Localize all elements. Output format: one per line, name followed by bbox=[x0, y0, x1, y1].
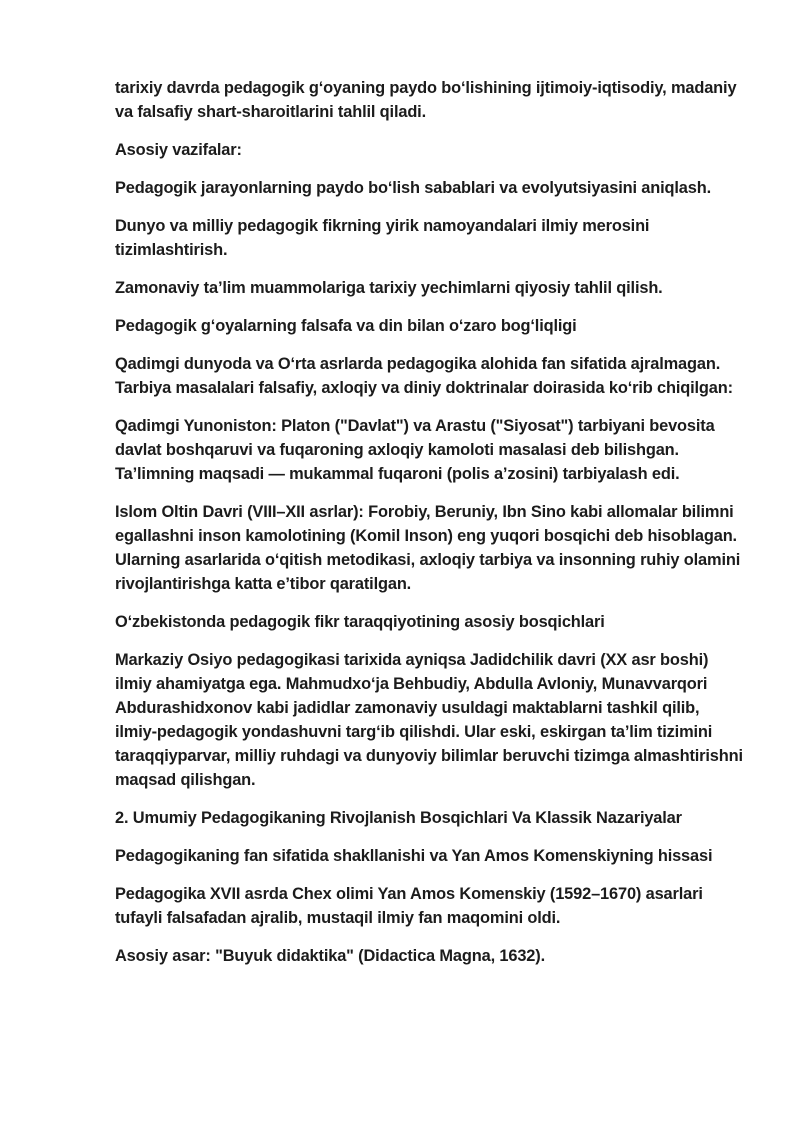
jadid-period-paragraph: Markaziy Osiyo pedagogikasi tarixida ayniqsa Jadidchilik davri (XX asr boshi) ilmiy ahamiyatga ega. Mahmudxo‘ja Behbudiy, Abdulla Avloniy, Munavvarqori Abdurashidxonov kabi jadidlar zamonaviy usuldagi maktablarni tashkil qilib, ilmiy-pedagogik yondashuvni targ‘ib qilishdi. Ular eski, eskirgan ta’lim tizimini taraqqiyparvar, milliy ruhdagi va dunyoviy bilimlar beruvchi tizimga almashtirishni maqsad qilishgan. bbox=[115, 651, 743, 789]
section-heading-komensky: Pedagogikaning fan sifatida shakllanishi va Yan Amos Komenskiyning hissasi bbox=[115, 847, 713, 865]
task-item-2: Dunyo va milliy pedagogik fikrning yirik namoyandalari ilmiy merosini tizimlashtirish. bbox=[115, 217, 650, 259]
chapter-heading-2: 2. Umumiy Pedagogikaning Rivojlanish Bosqichlari Va Klassik Nazariyalar bbox=[115, 809, 682, 827]
ancient-greece-paragraph: Qadimgi Yunoniston: Platon ("Davlat") va Arastu ("Siyosat") tarbiyani bevosita davlat boshqaruvi va fuqaroning axloqiy kamoloti masalasi deb bilishgan. Ta’limning maqsadi — mukammal fuqaroni (polis a’zosini) tarbiyalash edi. bbox=[115, 417, 715, 483]
section-heading-uzbekistan: O‘zbekistonda pedagogik fikr taraqqiyotining asosiy bosqichlari bbox=[115, 613, 605, 631]
islamic-golden-age-paragraph: Islom Oltin Davri (VIII–XII asrlar): Forobiy, Beruniy, Ibn Sino kabi allomalar bilimni egallashni inson kamolotining (Komil Inson) eng yuqori bosqichi deb hisoblagan. Ularning asarlarida o‘qitish metodikasi, axloqiy tarbiya va insonning ruhiy olamini rivojlantirishga katta e’tibor qaratilgan. bbox=[115, 503, 741, 593]
intro-continuation-paragraph: tarixiy davrda pedagogik g‘oyaning paydo bo‘lishining ijtimoiy-iqtisodiy, madaniy va falsafiy shart-sharoitlarini tahlil qiladi. bbox=[115, 79, 737, 121]
task-item-1: Pedagogik jarayonlarning paydo bo‘lish sabablari va evolyutsiyasini aniqlash. bbox=[115, 179, 712, 197]
komensky-paragraph: Pedagogika XVII asrda Chex olimi Yan Amos Komenskiy (1592–1670) asarlari tufayli falsafadan ajralib, mustaqil ilmiy fan maqomini oldi. bbox=[115, 885, 703, 927]
task-item-3: Zamonaviy ta’lim muammolariga tarixiy yechimlarni qiyosiy tahlil qilish. bbox=[115, 279, 663, 297]
section-heading-philosophy: Pedagogik g‘oyalarning falsafa va din bilan o‘zaro bog‘liqligi bbox=[115, 317, 577, 335]
main-work-paragraph: Asosiy asar: "Buyuk didaktika" (Didactica Magna, 1632). bbox=[115, 947, 545, 965]
ancient-medieval-paragraph: Qadimgi dunyoda va O‘rta asrlarda pedagogika alohida fan sifatida ajralmagan. Tarbiya masalalari falsafiy, axloqiy va diniy doktrinalar doirasida ko‘rib chiqilgan: bbox=[115, 355, 733, 397]
main-tasks-heading: Asosiy vazifalar: bbox=[115, 141, 242, 159]
